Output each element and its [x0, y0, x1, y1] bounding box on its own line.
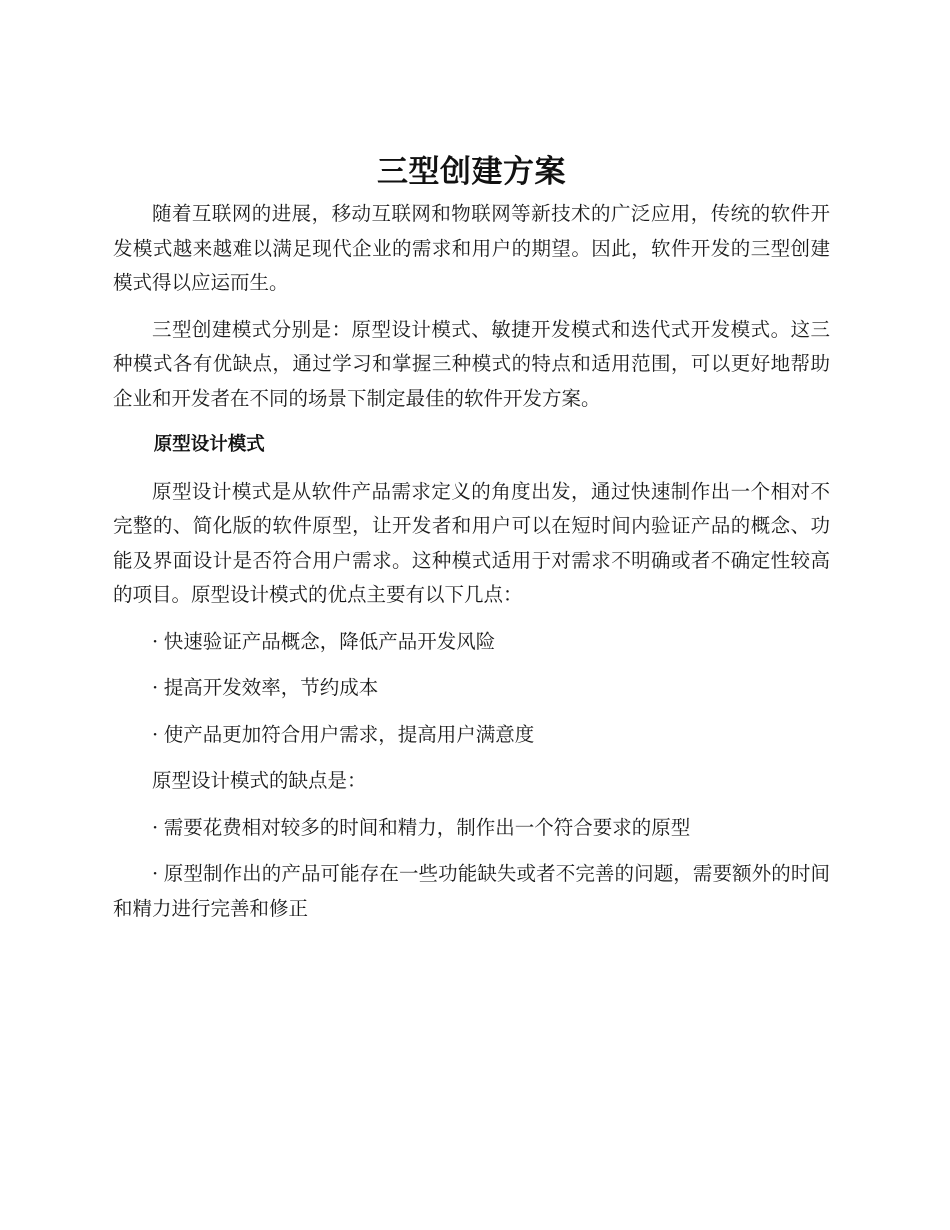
paragraph-intro: 随着互联网的进展，移动互联网和物联网等新技术的广泛应用，传统的软件开发模式越来越难以满足现代企业的需求和用户的期望。因此，软件开发的三型创建模式得以应运而生。 [113, 202, 830, 294]
bullet-marker: · [152, 815, 159, 839]
disadvantage-text: 原型制作出的产品可能存在一些功能缺失或者不完善的问题，需要额外的时间和精力进行完善和修正 [113, 862, 830, 920]
advantage-item [113, 718, 830, 753]
advantage-text: 使产品更加符合用户需求，提高用户满意度 [163, 722, 535, 746]
document-title: 三型创建方案 [377, 154, 566, 190]
advantage-text: 提高开发效率，节约成本 [163, 676, 379, 699]
advantage-item [113, 625, 830, 660]
paragraph-three-modes: 三型创建模式分别是：原型设计模式、敏捷开发模式和迭代式开发模式。这三种模式各有优缺点，通过学习和掌握三种模式的特点和适用范围，可以更好地帮助企业和开发者在不同的场景下制定最佳的软件开发方案。 [113, 317, 830, 410]
advantage-text: 快速验证产品概念，降低产品开发风险 [163, 629, 496, 653]
paragraph-disadvantages-intro: 原型设计模式的缺点是： [152, 769, 367, 792]
bullet-marker: · [152, 676, 159, 699]
document-body [113, 150, 830, 926]
bullet-marker: · [152, 722, 159, 746]
section-heading-prototype: 原型设计模式 [153, 434, 265, 455]
advantage-item [113, 671, 830, 706]
bullet-marker: · [152, 629, 159, 653]
disadvantage-item [113, 811, 830, 846]
paragraph-prototype-intro: 原型设计模式是从软件产品需求定义的角度出发，通过快速制作出一个相对不完整的、简化版的软件原型，让开发者和用户可以在短时间内验证产品的概念、功能及界面设计是否符合用户需求。这种模式适用于对需求不明确或者不确定性较高的项目。原型设计模式的优点主要有以下几点： [113, 479, 830, 606]
bullet-marker: · [152, 862, 159, 885]
disadvantage-text: 需要花费相对较多的时间和精力，制作出一个符合要求的原型 [163, 815, 691, 839]
disadvantage-item [113, 857, 830, 926]
